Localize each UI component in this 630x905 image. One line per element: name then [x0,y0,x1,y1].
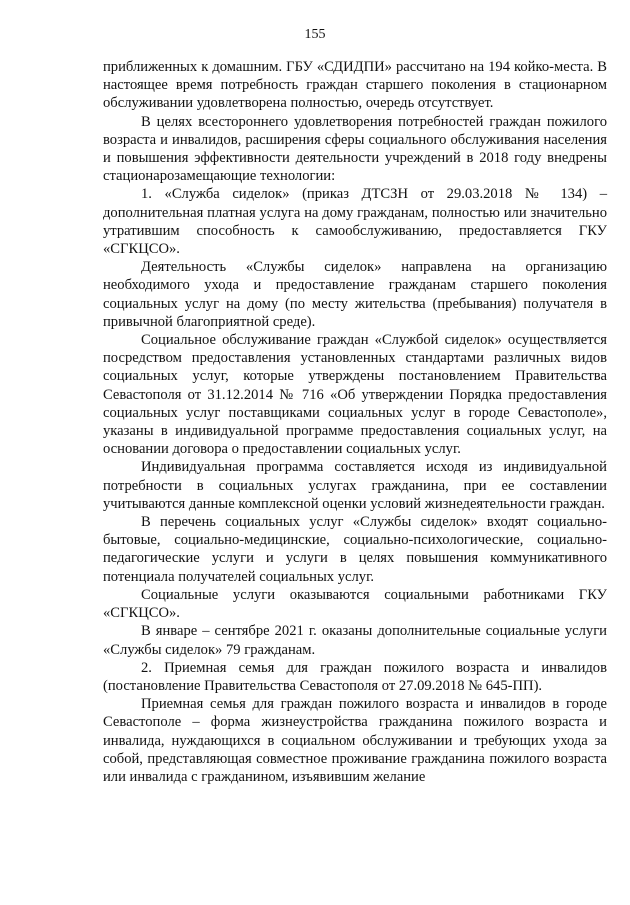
paragraph-services-list: В перечень социальных услуг «Службы сиделок» входят социально-бытовые, социально-медицинские, социально-психологические, социально-педагогические услуги и услуги в целях повышения коммуникативного потенциала получателей социальных услуг. [103,514,607,585]
paragraph-service-providers: Социальные услуги оказываются социальными работниками ГКУ «СГКЦСО». [103,586,607,622]
page-number: 155 [304,27,326,42]
paragraph-foster-family: 2. Приемная семья для граждан пожилого возраста и инвалидов (постановление Правительства Севастополя от 27.09.2018 № 645-ПП). [103,659,607,694]
paragraph-2021-statistics: В январе – сентябре 2021 г. оказаны дополнительные социальные услуги «Службы сиделок» 79 гражданам. [103,623,607,658]
paragraph-individual-program: Индивидуальная программа составляется исходя из индивидуальной потребности в социальных услугах гражданина, при ее составлении учитываются данные комплексной оценки условий жизнедеятельности граждан. [103,459,607,512]
body-text [103,58,607,786]
paragraph-social-services: Социальное обслуживание граждан «Службой сиделок» осуществляется посредством предоставления установленных стандартами различных видов социальных услуг, которые утверждены постановлением Правительства Севастополя от 31.12.2014 № 716 «Об утверждении Порядка предоставления социальных услуг поставщиками социальных услуг в городе Севастополе», указаны в индивидуальной программе предоставления социальных услуг, на основании договора о предоставлении социальных услуг. [103,332,607,458]
paragraph-caregiver-service: 1. «Служба сиделок» (приказ ДТСЗН от 29.03.2018 № 134) – дополнительная платная услуга на дому гражданам, полностью или значительно утратившим способность к самообслуживанию, предоставляется ГКУ «СГКЦСО». [103,186,607,258]
paragraph-caregiver-activity: Деятельность «Службы сиделок» направлена на организацию необходимого ухода и предоставление гражданам старшего поколения социальных услуг на дому (по месту жительства (пребывания) получателя в привычной благоприятной среде). [103,259,607,330]
paragraph-continuation: приближенных к домашним. ГБУ «СДИДПИ» рассчитано на 194 койко-места. В настоящее время потребность граждан старшего поколения в стационарном обслуживании удовлетворена полностью, очередь отсутствует. [103,59,607,112]
paragraph-stationary-replacement-intro: В целях всестороннего удовлетворения потребностей граждан пожилого возраста и инвалидов, расширения сферы социального обслуживания населения и повышения эффективности деятельности учреждений в 2018 году внедрены стационарозамещающие технологии: [103,113,607,185]
paragraph-foster-family-definition: Приемная семья для граждан пожилого возраста и инвалидов в городе Севастополе – форма жизнеустройства гражданина пожилого возраста и инвалида, нуждающихся в социальном обслуживании и требующих ухода за собой, представляющая совместное проживание гражданина пожилого возраста или инвалида с гражданином, изъявившим желание [103,696,607,785]
